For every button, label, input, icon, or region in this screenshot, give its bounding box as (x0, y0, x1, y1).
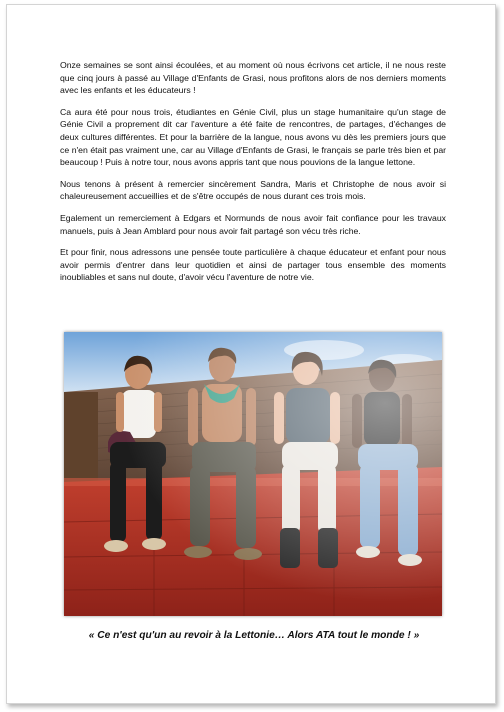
document-page (6, 4, 496, 704)
group-photo (64, 332, 442, 616)
article-body (60, 59, 446, 293)
paragraph-4: Egalement un remerciement à Edgars et Normunds de nous avoir fait confiance pour les travaux manuels, puis à Jean Amblard pour nous avoir fait partagé son vécu très riche. (60, 212, 446, 236)
paragraph-1: Onze semaines se sont ainsi écoulées, et au moment où nous écrivons cet article, il ne nous reste que cinq jours à passé au Village d'Enfants de Grasi, nous profitons alors de nos derniers moments avec les enfants et les éducateurs ! (60, 60, 446, 96)
group-photo-illustration (64, 332, 442, 616)
paragraph-5: Et pour finir, nous adressons une pensée toute particulière à chaque éducateur et enfant pour nous avoir permis d'entrer dans leur quotidien et ainsi de partager tous ensemble des moments inoubliables et sans nul doute, d'avoir vécu l'aventure de notre vie. (60, 247, 446, 283)
paragraph-2: Ca aura été pour nous trois, étudiantes en Génie Civil, plus un stage humanitaire qu'un stage de Génie Civil a proprement dit car l'aventure a été faite de rencontres, de partages, d'échanges de deux cultures différentes. Et pour la barrière de la langue, nous avons vu dès les premiers jours que ce n'en était pas vraiment une, car au Village d'Enfants de Grasi, le français se parle très bien et par beaucoup ! Puis à notre tour, nous avons appris tant que nous pouvions de la langue lettone. (60, 106, 446, 168)
paragraph-3: Nous tenons à présent à remercier sincèrement Sandra, Maris et Christophe de nous avoir si chaleureusement accueillies et de s'être occupés de nous durant ces trois mois. (60, 178, 446, 202)
photo-caption: « Ce n'est qu'un au revoir à la Lettonie… Alors ATA tout le monde ! » (88, 630, 420, 641)
